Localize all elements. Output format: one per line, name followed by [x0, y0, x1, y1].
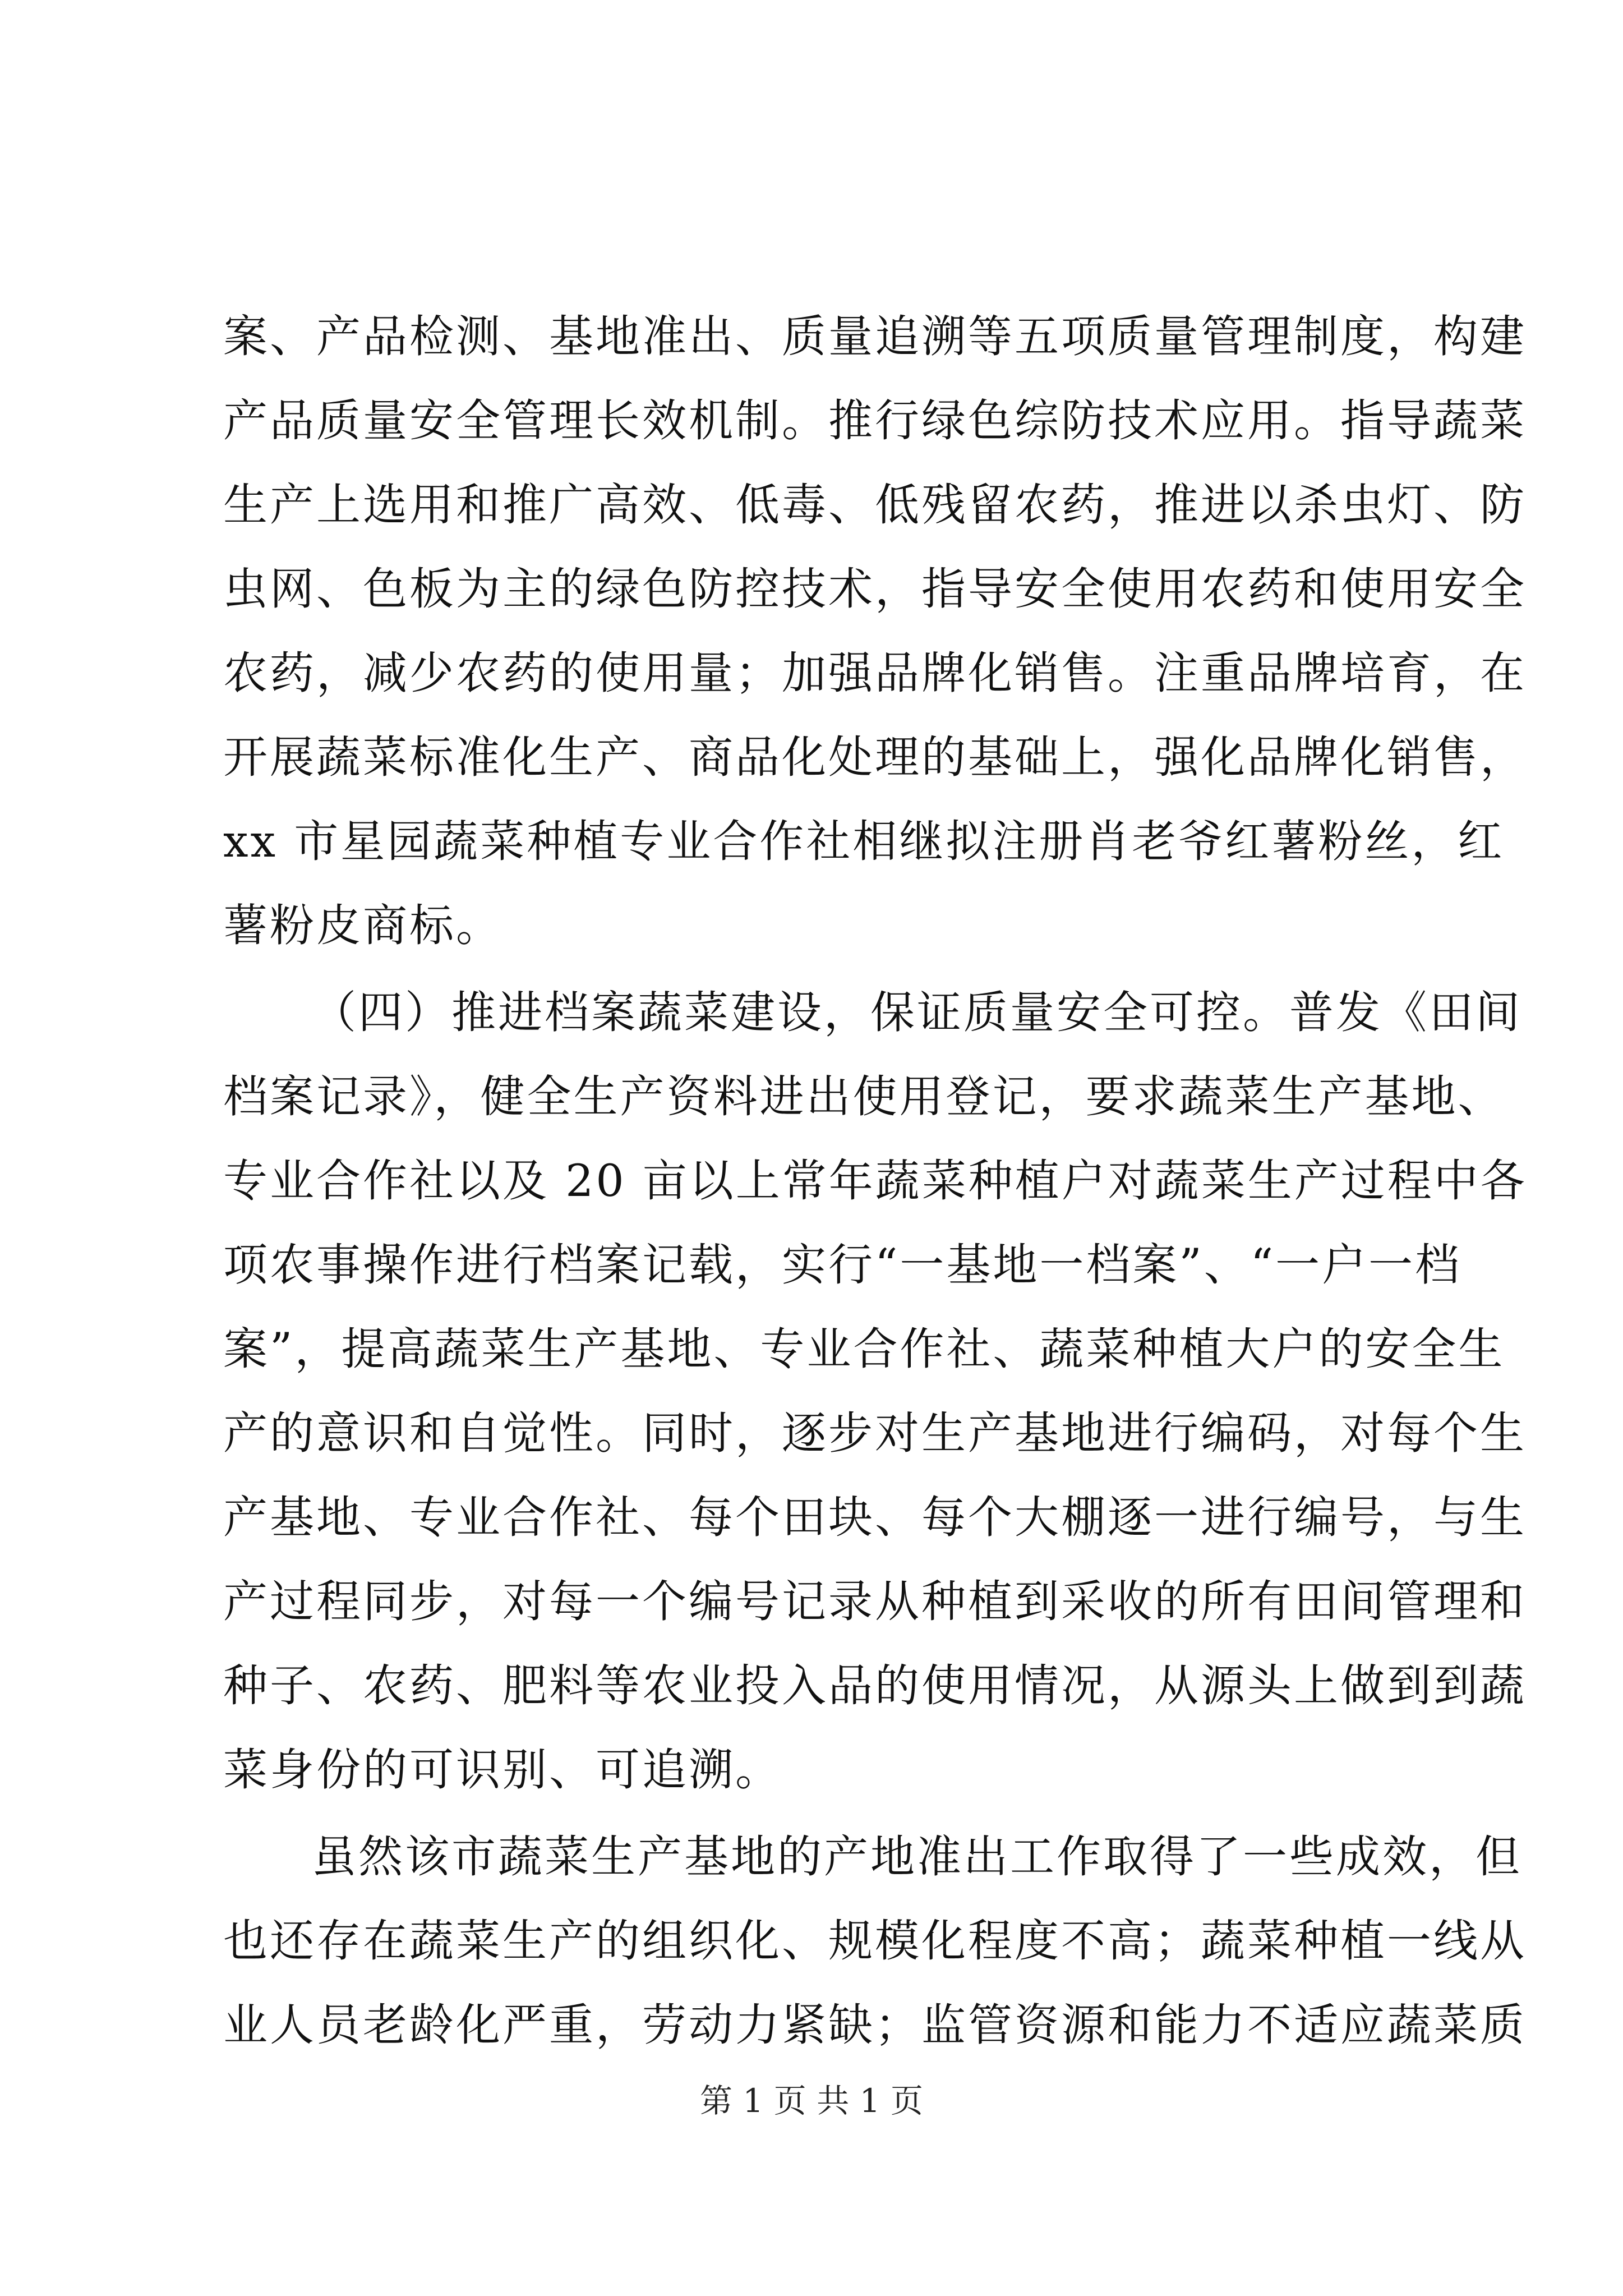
text-line: 种子、农药、肥料等农业投入品的使用情况，从源头上做到到蔬 — [223, 1660, 1527, 1711]
page-footer: 第 1 页 共 1 页 — [700, 2082, 923, 2120]
text-line: 产过程同步，对每一个编号记录从种植到采收的所有田间管理和 — [223, 1576, 1527, 1627]
text-line: 专业合作社以及 20 亩以上常年蔬菜种植户对蔬菜生产过程中各 — [223, 1155, 1527, 1207]
text-line: 业人员老龄化严重，劳动力紧缺；监管资源和能力不适应蔬菜质 — [223, 1999, 1527, 2051]
text-line: 开展蔬菜标准化生产、商品化处理的基础上，强化品牌化销售， — [223, 731, 1527, 783]
text-line: 案”，提高蔬菜生产基地、专业合作社、蔬菜种植大户的安全生 — [223, 1323, 1505, 1375]
text-line: 产的意识和自觉性。同时，逐步对生产基地进行编码，对每个生 — [223, 1407, 1527, 1459]
text-line: xx 市星园蔬菜种植专业合作社相继拟注册肖老爷红薯粉丝，红 — [223, 816, 1505, 867]
text-line: 也还存在蔬菜生产的组织化、规模化程度不高；蔬菜种植一线从 — [223, 1915, 1527, 1967]
text-line: 项农事操作进行档案记载，实行“一基地一档案”、“一户一档 — [223, 1239, 1462, 1291]
text-line: 农药，减少农药的使用量；加强品牌化销售。注重品牌培育，在 — [223, 647, 1527, 699]
paragraph-start-line: 虽然该市蔬菜生产基地的产地准出工作取得了一些成效，但 — [312, 1831, 1522, 1883]
text-line: 菜身份的可识别、可追溯。 — [223, 1744, 782, 1796]
text-line: 薯粉皮商标。 — [223, 900, 502, 951]
text-line: 生产上选用和推广高效、低毒、低残留农药，推进以杀虫灯、防 — [223, 479, 1527, 531]
text-line: 案、产品检测、基地准出、质量追溯等五项质量管理制度，构建 — [223, 311, 1527, 362]
text-line: 虫网、色板为主的绿色防控技术，指导安全使用农药和使用安全 — [223, 563, 1527, 615]
text-line: 产基地、专业合作社、每个田块、每个大棚逐一进行编号，与生 — [223, 1492, 1527, 1543]
text-line: 档案记录》，健全生产资料进出使用登记，要求蔬菜生产基地、 — [223, 1071, 1505, 1122]
paragraph-start-line: （四）推进档案蔬菜建设，保证质量安全可控。普发《田间 — [312, 987, 1522, 1038]
text-line: 产品质量安全管理长效机制。推行绿色综防技术应用。指导蔬菜 — [223, 395, 1527, 447]
